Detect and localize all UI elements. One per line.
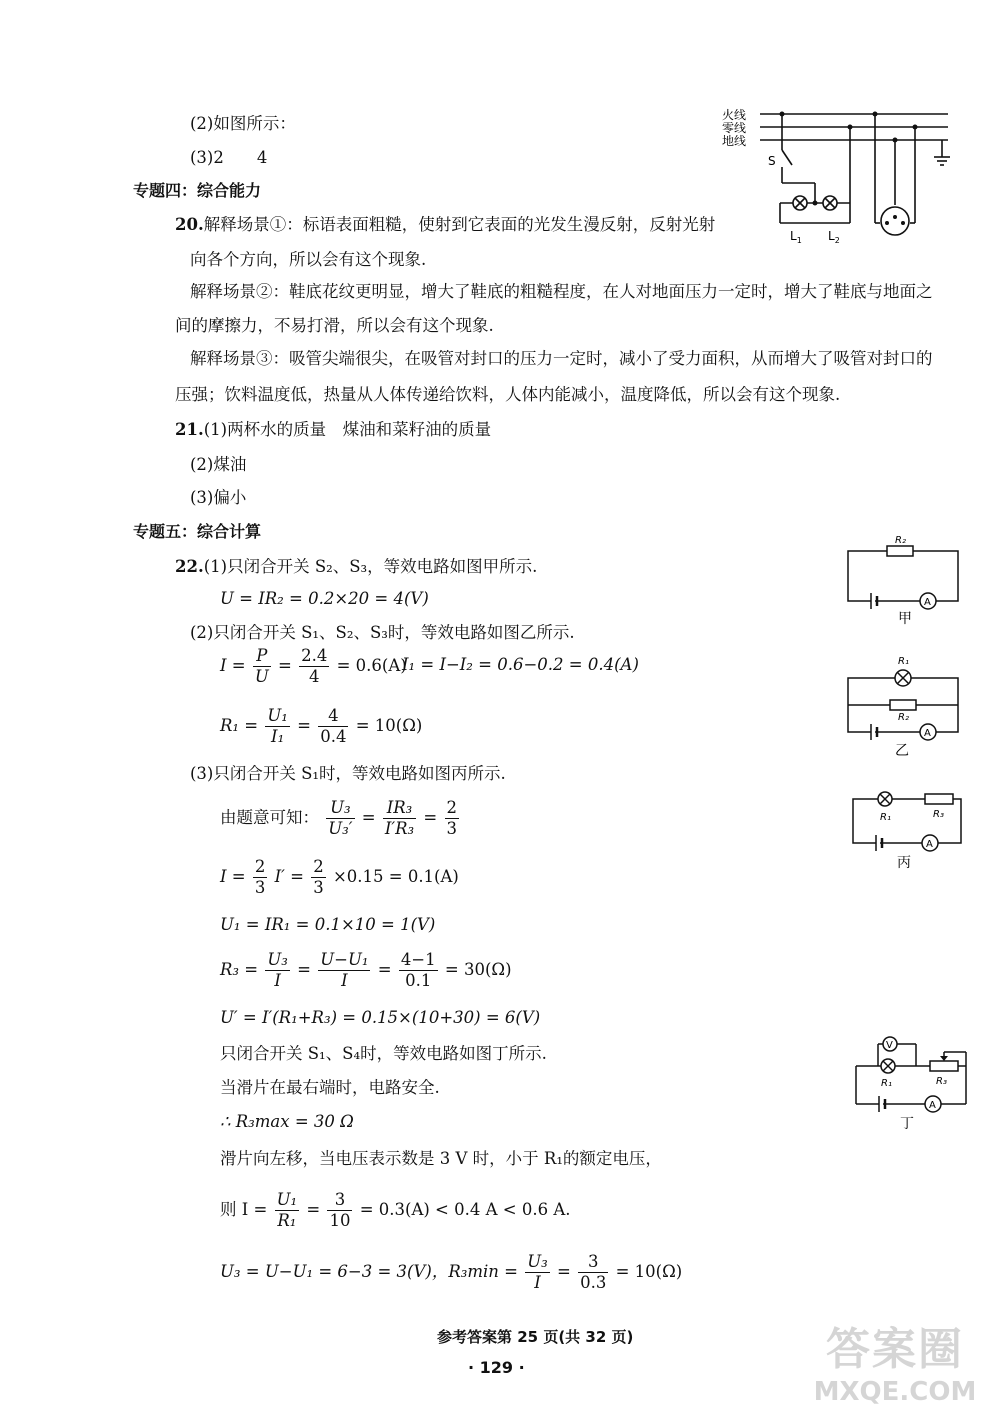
q22-r3max: ∴ R₃max = 30 Ω: [220, 1112, 354, 1131]
jia-caption: 甲: [898, 611, 912, 627]
footer-reference: 参考答案第 25 页(共 32 页): [437, 1328, 634, 1346]
q19-part3: (3)2 4: [190, 148, 268, 167]
q22-eq-r3: R₃ = $\frac{\text{U₃}}{I}$ = $\frac{\text{U−U₁}}{I}$ = $\frac{4-1}{0.1}$ = 30(Ω): [220, 950, 512, 990]
watermark-logo: 答案圈: [826, 1324, 964, 1375]
neutral-wire-label: 零线: [722, 121, 747, 135]
switch-label: S: [768, 154, 776, 168]
bing-r1-label: R₁: [880, 812, 891, 823]
q22-part4: 只闭合开关 S₁、S₄时，等效电路如图丁所示.: [220, 1044, 547, 1063]
q22-eq-ratio: 由题意可知： $\frac{\text{U₃}}{\text{U₃′}}$ = $\frac{\text{IR₃}}{\text{I′R₃}}$ = $\frac{2}{3}$: [220, 798, 457, 838]
q21-line1: 21.(1)两杯水的质量 煤油和菜籽油的质量: [175, 420, 492, 439]
q22-part1: 22.(1)只闭合开关 S₂、S₃，等效电路如图甲所示.: [175, 557, 538, 576]
q22-part2: (2)只闭合开关 S₁、S₂、S₃时，等效电路如图乙所示.: [190, 623, 575, 642]
ding-ammeter-label: A: [929, 1100, 936, 1111]
circuit-ding: [848, 1030, 973, 1135]
fire-wire-label: 火线: [722, 108, 747, 122]
q22-eq-current2: I = $\frac{2}{3}$ I′ = $\frac{2}{3}$ ×0.15 = 0.1(A): [220, 857, 459, 897]
q20-line1: 20.解释场景①：标语表面粗糙，使射到它表面的光发生漫反射，反射光射: [175, 215, 716, 234]
watermark: [795, 1325, 995, 1417]
q22-eq-r3min: U₃ = U−U₁ = 6−3 = 3(V)，R₃min = $\frac{\text{U₃}}{I}$ = $\frac{3}{0.3}$ = 10(Ω): [220, 1252, 683, 1292]
ding-r3-label: R₃: [936, 1076, 947, 1087]
jia-r2-label: R₂: [895, 535, 906, 546]
q22-eq-current: I₁ = I−I₂ = 0.6−0.2 = 0.4(A): [402, 655, 639, 674]
page-number: · 129 ·: [468, 1358, 525, 1377]
q21-line3: (3)偏小: [190, 488, 247, 507]
circuit-bing: [845, 787, 970, 872]
circuit-jia: [840, 533, 970, 628]
q21-line2: (2)煤油: [190, 455, 247, 474]
q22-eq-check: 则 I = $\frac{\text{U₁}}{\text{R₁}}$ = $\frac{3}{10}$ = 0.3(A) < 0.4 A < 0.6 A.: [220, 1190, 571, 1230]
household-wiring-diagram: [720, 105, 960, 245]
bing-caption: 丙: [897, 855, 911, 871]
ding-voltmeter-label: V: [886, 1040, 893, 1051]
ding-caption: 丁: [900, 1116, 914, 1132]
ding-r1-label: R₁: [881, 1078, 892, 1089]
q20-line4: 间的摩擦力，不易打滑，所以会有这个现象.: [175, 316, 494, 335]
jia-ammeter-label: A: [924, 597, 931, 608]
q20-line2: 向各个方向，所以会有这个现象.: [190, 250, 427, 269]
q22-eq-power: I = $\frac{P}{U}$ = $\frac{2.4}{4}$ = 0.6(A): [220, 646, 407, 686]
yi-caption: 乙: [895, 743, 909, 759]
yi-r1-label: R₁: [898, 656, 909, 667]
q22-part3: (3)只闭合开关 S₁时，等效电路如图丙所示.: [190, 764, 506, 783]
lamp-l2-label: $L_2$: [828, 229, 840, 245]
bing-r3-label: R₃: [933, 809, 944, 820]
section4-heading: 专题四：综合能力: [133, 181, 262, 200]
yi-r2-label: R₂: [898, 712, 909, 723]
q22-safe: 当滑片在最右端时，电路安全.: [220, 1078, 440, 1097]
yi-ammeter-label: A: [924, 728, 931, 739]
q22-eq-u1: U₁ = IR₁ = 0.1×10 = 1(V): [220, 915, 436, 934]
q22-eq-uprime: U′ = I′(R₁+R₃) = 0.15×(10+30) = 6(V): [220, 1008, 541, 1027]
q19-part2: (2)如图所示：: [190, 114, 296, 133]
ground-wire-label: 地线: [722, 134, 747, 148]
q22-eq-r1: R₁ = $\frac{\text{U₁}}{\text{I₁}}$ = $\frac{4}{0.4}$ = 10(Ω): [220, 706, 423, 746]
lamp-l1-label: $L_1$: [790, 229, 802, 245]
q20-line6: 压强；饮料温度低，热量从人体传递给饮料，人体内能减小，温度降低，所以会有这个现象.: [175, 385, 841, 404]
section5-heading: 专题五：综合计算: [133, 522, 262, 541]
q20-line3: 解释场景②：鞋底花纹更明显，增大了鞋底的粗糙程度，在人对地面压力一定时，增大了鞋底与地面之: [190, 282, 933, 301]
q22-slider-left: 滑片向左移，当电压表示数是 3 V 时，小于 R₁的额定电压，: [220, 1149, 662, 1168]
q22-eq1: U = IR₂ = 0.2×20 = 4(V): [220, 589, 429, 608]
circuit-yi: [840, 652, 970, 760]
watermark-url: MXQE.COM: [813, 1377, 977, 1407]
bing-ammeter-label: A: [926, 839, 933, 850]
q20-line5: 解释场景③：吸管尖端很尖，在吸管对封口的压力一定时，减小了受力面积，从而增大了吸管对封口的: [190, 349, 933, 368]
